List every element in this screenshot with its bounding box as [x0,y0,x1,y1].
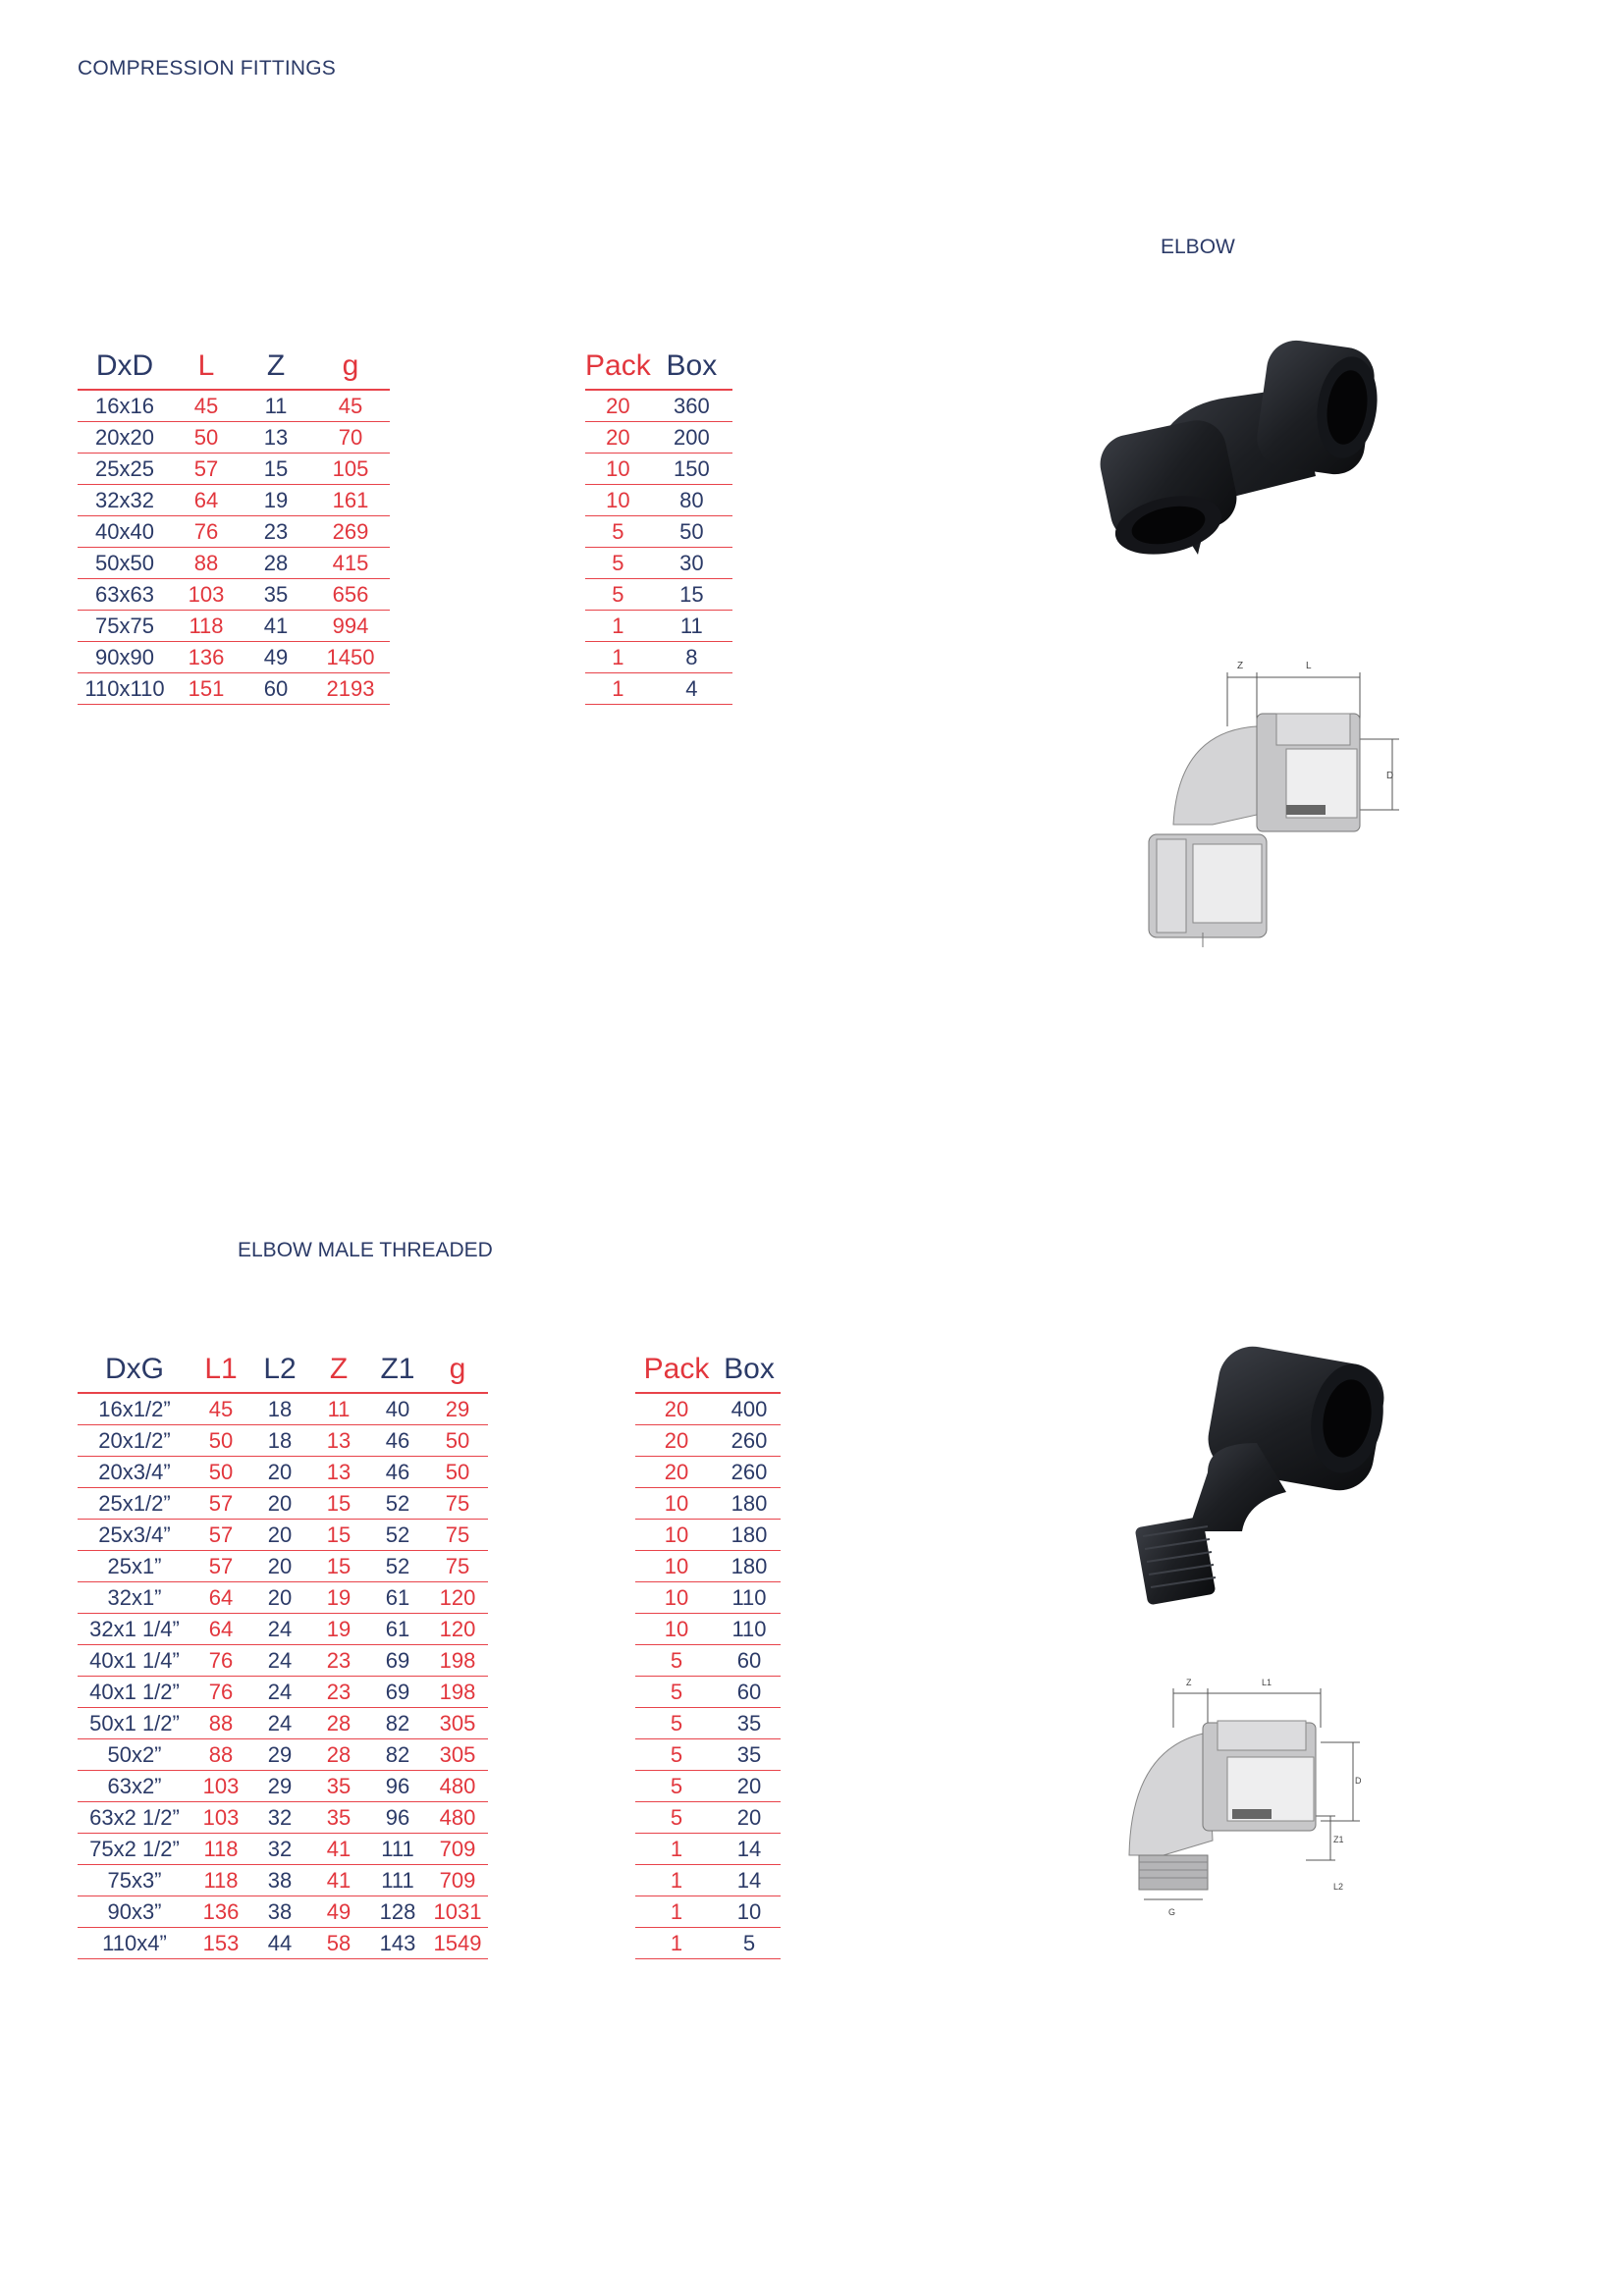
col-header: Box [666,349,718,382]
table-cell: 28 [309,1739,368,1771]
table-cell: 32x1” [78,1582,191,1614]
drawing-label-d: D [1355,1776,1362,1786]
table-cell: 50 [191,1457,250,1488]
table-cell: 153 [191,1928,250,1959]
table-cell: 88 [191,1708,250,1739]
table-cell: 23 [309,1677,368,1708]
table-row [78,1425,488,1457]
table-row [78,454,390,485]
table-cell: 64 [191,1614,250,1645]
table-cell: 20 [250,1457,309,1488]
table-cell: 24 [250,1677,309,1708]
table-cell: 28 [241,548,311,579]
table-row [635,1708,781,1739]
table-cell: 57 [191,1551,250,1582]
table-cell: 180 [718,1488,781,1520]
table-cell: 2193 [311,673,390,705]
table-cell: 110 [718,1614,781,1645]
table-cell: 1 [635,1834,718,1865]
table-cell: 16x1/2” [78,1393,191,1425]
table-row [78,1582,488,1614]
elbow-section-title: ELBOW [1161,236,1235,258]
drawing-label-l2: L2 [1333,1882,1344,1892]
table-cell: 23 [309,1645,368,1677]
table-cell: 50x2” [78,1739,191,1771]
table-cell: 128 [368,1896,427,1928]
table-cell: 40x40 [78,516,172,548]
table-cell: 75 [427,1488,488,1520]
table-cell: 136 [172,642,241,673]
table-cell: 480 [427,1802,488,1834]
table-row [78,642,390,673]
table-cell: 30 [651,548,732,579]
drawing-label-d: D [1386,771,1394,781]
table-cell: 52 [368,1551,427,1582]
table-cell: 41 [241,611,311,642]
table-row [635,1802,781,1834]
table-cell: 15 [309,1520,368,1551]
table-cell: 25x1” [78,1551,191,1582]
table-cell: 15 [651,579,732,611]
table-cell: 5 [635,1802,718,1834]
table-cell: 23 [241,516,311,548]
table-cell: 20 [635,1393,718,1425]
table-cell: 10 [635,1551,718,1582]
col-header: L [197,349,215,382]
table-cell: 19 [241,485,311,516]
table-row [78,1865,488,1896]
col-header: Pack [643,1353,710,1385]
table-cell: 38 [250,1896,309,1928]
table-row [78,390,390,422]
col-header: L1 [204,1353,238,1385]
table-cell: 61 [368,1582,427,1614]
table-row [635,1928,781,1959]
table-cell: 45 [172,390,241,422]
table-cell: 32x1 1/4” [78,1614,191,1645]
col-header: Z [266,349,286,382]
table-cell: 64 [172,485,241,516]
table-row [635,1645,781,1677]
table-cell: 118 [191,1834,250,1865]
table-cell: 61 [368,1614,427,1645]
table-cell: 709 [427,1834,488,1865]
table-cell: 118 [172,611,241,642]
table-row [78,1802,488,1834]
table-cell: 29 [250,1771,309,1802]
table-row [78,1928,488,1959]
table-cell: 63x2 1/2” [78,1802,191,1834]
table-cell: 656 [311,579,390,611]
table-row [78,1896,488,1928]
table-cell: 57 [172,454,241,485]
table-cell: 260 [718,1425,781,1457]
elbow-male-dimensions-table [78,1347,488,1959]
table-row [78,1488,488,1520]
table-row [585,516,732,548]
table-cell: 57 [191,1488,250,1520]
table-cell: 16x16 [78,390,172,422]
table-cell: 994 [311,611,390,642]
table-cell: 103 [191,1771,250,1802]
table-cell: 5 [635,1739,718,1771]
table-cell: 75x2 1/2” [78,1834,191,1865]
table-cell: 20x3/4” [78,1457,191,1488]
table-cell: 45 [191,1393,250,1425]
table-cell: 10 [635,1488,718,1520]
table-cell: 20 [635,1425,718,1457]
drawing-label-g: G [1168,1907,1176,1917]
table-cell: 20 [250,1520,309,1551]
table-cell: 415 [311,548,390,579]
table-cell: 29 [250,1739,309,1771]
table-cell: 63x63 [78,579,172,611]
table-cell: 105 [311,454,390,485]
table-cell: 96 [368,1771,427,1802]
table-row [635,1582,781,1614]
table-cell: 20 [585,422,651,454]
table-cell: 57 [191,1520,250,1551]
drawing-label-z1: Z1 [1333,1835,1344,1844]
table-cell: 400 [718,1393,781,1425]
table-cell: 25x1/2” [78,1488,191,1520]
table-cell: 50x50 [78,548,172,579]
table-cell: 10 [635,1614,718,1645]
table-cell: 10 [585,454,651,485]
table-cell: 5 [718,1928,781,1959]
table-cell: 75 [427,1551,488,1582]
col-header: g [449,1353,466,1385]
table-row [78,516,390,548]
table-row [78,1457,488,1488]
table-cell: 63x2” [78,1771,191,1802]
table-cell: 24 [250,1708,309,1739]
table-cell: 50 [651,516,732,548]
table-cell: 10 [635,1582,718,1614]
table-row [78,1520,488,1551]
table-cell: 198 [427,1677,488,1708]
table-cell: 1 [585,611,651,642]
table-cell: 8 [651,642,732,673]
table-row [635,1896,781,1928]
table-cell: 143 [368,1928,427,1959]
table-cell: 41 [309,1834,368,1865]
table-cell: 49 [241,642,311,673]
elbow-male-technical-drawing [1119,1674,1365,1919]
table-row [585,642,732,673]
page-header-title: COMPRESSION FITTINGS [78,57,337,80]
table-row [585,454,732,485]
table-cell: 1031 [427,1896,488,1928]
elbow-male-product-image [1129,1335,1414,1610]
table-cell: 19 [309,1582,368,1614]
elbow-male-packing-table [635,1347,781,1959]
table-cell: 5 [585,516,651,548]
table-row [635,1677,781,1708]
table-cell: 35 [241,579,311,611]
table-cell: 28 [309,1708,368,1739]
table-cell: 305 [427,1739,488,1771]
table-cell: 5 [635,1645,718,1677]
elbow-male-section-title: ELBOW MALE THREADED [238,1239,493,1261]
table-cell: 20 [585,390,651,422]
table-cell: 110x4” [78,1928,191,1959]
table-cell: 480 [427,1771,488,1802]
table-row [78,1393,488,1425]
table-row [585,390,732,422]
table-cell: 111 [368,1834,427,1865]
table-cell: 5 [585,548,651,579]
table-cell: 88 [172,548,241,579]
col-header: DxG [105,1353,164,1385]
table-row [78,548,390,579]
table-cell: 24 [250,1645,309,1677]
table-cell: 14 [718,1865,781,1896]
table-cell: 709 [427,1865,488,1896]
table-row [635,1865,781,1896]
table-cell: 46 [368,1425,427,1457]
drawing-label-l: L [1306,661,1312,671]
table-cell: 180 [718,1551,781,1582]
table-cell: 10 [635,1520,718,1551]
col-header: Z1 [380,1353,415,1385]
table-row [635,1739,781,1771]
col-header: L2 [263,1353,297,1385]
table-cell: 90x3” [78,1896,191,1928]
table-cell: 13 [309,1457,368,1488]
table-cell: 269 [311,516,390,548]
table-cell: 15 [309,1488,368,1520]
table-row [78,1708,488,1739]
table-cell: 103 [191,1802,250,1834]
table-cell: 75x3” [78,1865,191,1896]
table-cell: 161 [311,485,390,516]
table-row [635,1834,781,1865]
table-cell: 20 [718,1771,781,1802]
table-cell: 76 [191,1677,250,1708]
table-cell: 69 [368,1677,427,1708]
table-cell: 38 [250,1865,309,1896]
table-cell: 5 [635,1708,718,1739]
table-cell: 50x1 1/2” [78,1708,191,1739]
table-cell: 40x1 1/4” [78,1645,191,1677]
table-row [635,1771,781,1802]
table-cell: 1549 [427,1928,488,1959]
table-cell: 18 [250,1393,309,1425]
table-cell: 24 [250,1614,309,1645]
table-cell: 15 [241,454,311,485]
table-cell: 110x110 [78,673,172,705]
table-cell: 5 [635,1677,718,1708]
table-cell: 76 [172,516,241,548]
table-cell: 40 [368,1393,427,1425]
table-cell: 70 [311,422,390,454]
table-row [585,611,732,642]
table-row [78,1677,488,1708]
table-cell: 50 [427,1457,488,1488]
table-cell: 20 [250,1582,309,1614]
table-cell: 58 [309,1928,368,1959]
table-cell: 52 [368,1520,427,1551]
table-row [635,1551,781,1582]
table-cell: 20x1/2” [78,1425,191,1457]
table-cell: 1 [585,642,651,673]
table-cell: 11 [241,390,311,422]
table-cell: 25x25 [78,454,172,485]
table-cell: 1 [585,673,651,705]
table-cell: 10 [585,485,651,516]
table-row [635,1393,781,1425]
table-cell: 82 [368,1739,427,1771]
table-row [78,1834,488,1865]
table-cell: 1 [635,1865,718,1896]
table-cell: 60 [718,1677,781,1708]
table-cell: 41 [309,1865,368,1896]
drawing-label-l1: L1 [1262,1678,1272,1687]
table-row [78,485,390,516]
table-cell: 13 [309,1425,368,1457]
table-cell: 35 [718,1739,781,1771]
table-cell: 35 [309,1802,368,1834]
table-cell: 200 [651,422,732,454]
table-row [635,1457,781,1488]
elbow-technical-drawing [1139,653,1404,947]
table-row [78,611,390,642]
table-cell: 96 [368,1802,427,1834]
table-cell: 44 [250,1928,309,1959]
table-row [78,1551,488,1582]
table-row [78,1614,488,1645]
table-cell: 120 [427,1614,488,1645]
table-cell: 32 [250,1802,309,1834]
elbow-product-image [1090,329,1414,584]
table-cell: 18 [250,1425,309,1457]
table-cell: 60 [718,1645,781,1677]
table-cell: 90x90 [78,642,172,673]
table-cell: 136 [191,1896,250,1928]
table-row [635,1614,781,1645]
table-cell: 360 [651,390,732,422]
col-header: Box [724,1353,775,1385]
table-cell: 45 [311,390,390,422]
table-row [78,1771,488,1802]
table-row [635,1520,781,1551]
table-row [585,485,732,516]
table-cell: 25x3/4” [78,1520,191,1551]
elbow-dimensions-table [78,344,390,705]
table-cell: 150 [651,454,732,485]
table-cell: 20 [718,1802,781,1834]
table-cell: 11 [651,611,732,642]
table-cell: 1 [635,1896,718,1928]
drawing-label-z: Z [1186,1678,1192,1687]
table-row [585,673,732,705]
table-cell: 50 [427,1425,488,1457]
table-cell: 4 [651,673,732,705]
table-cell: 20 [250,1551,309,1582]
table-row [78,422,390,454]
table-cell: 60 [241,673,311,705]
table-cell: 76 [191,1645,250,1677]
table-row [585,548,732,579]
col-header: Pack [585,349,651,382]
table-cell: 35 [309,1771,368,1802]
drawing-label-z: Z [1237,661,1244,671]
table-cell: 82 [368,1708,427,1739]
table-cell: 49 [309,1896,368,1928]
table-cell: 32x32 [78,485,172,516]
table-row [78,1739,488,1771]
table-cell: 52 [368,1488,427,1520]
table-cell: 19 [309,1614,368,1645]
table-cell: 20 [250,1488,309,1520]
col-header: Z [329,1353,349,1385]
table-cell: 11 [309,1393,368,1425]
table-cell: 29 [427,1393,488,1425]
table-cell: 111 [368,1865,427,1896]
table-cell: 46 [368,1457,427,1488]
table-cell: 50 [172,422,241,454]
table-cell: 20x20 [78,422,172,454]
table-cell: 64 [191,1582,250,1614]
table-cell: 15 [309,1551,368,1582]
table-cell: 118 [191,1865,250,1896]
table-cell: 120 [427,1582,488,1614]
table-cell: 88 [191,1739,250,1771]
table-cell: 180 [718,1520,781,1551]
table-cell: 305 [427,1708,488,1739]
table-row [78,579,390,611]
table-cell: 1450 [311,642,390,673]
table-cell: 50 [191,1425,250,1457]
table-cell: 151 [172,673,241,705]
table-cell: 75 [427,1520,488,1551]
table-cell: 1 [635,1928,718,1959]
col-header: DxD [95,349,154,382]
table-row [78,1645,488,1677]
table-cell: 5 [635,1771,718,1802]
table-row [585,422,732,454]
table-row [585,579,732,611]
table-cell: 69 [368,1645,427,1677]
table-cell: 110 [718,1582,781,1614]
table-cell: 13 [241,422,311,454]
table-cell: 5 [585,579,651,611]
table-cell: 10 [718,1896,781,1928]
table-cell: 80 [651,485,732,516]
table-row [635,1488,781,1520]
table-cell: 75x75 [78,611,172,642]
table-cell: 260 [718,1457,781,1488]
table-cell: 20 [635,1457,718,1488]
table-cell: 14 [718,1834,781,1865]
table-cell: 40x1 1/2” [78,1677,191,1708]
table-row [78,673,390,705]
table-cell: 32 [250,1834,309,1865]
table-cell: 35 [718,1708,781,1739]
elbow-packing-table [585,344,732,705]
col-header: g [342,349,359,382]
table-row [635,1425,781,1457]
table-cell: 198 [427,1645,488,1677]
table-cell: 103 [172,579,241,611]
